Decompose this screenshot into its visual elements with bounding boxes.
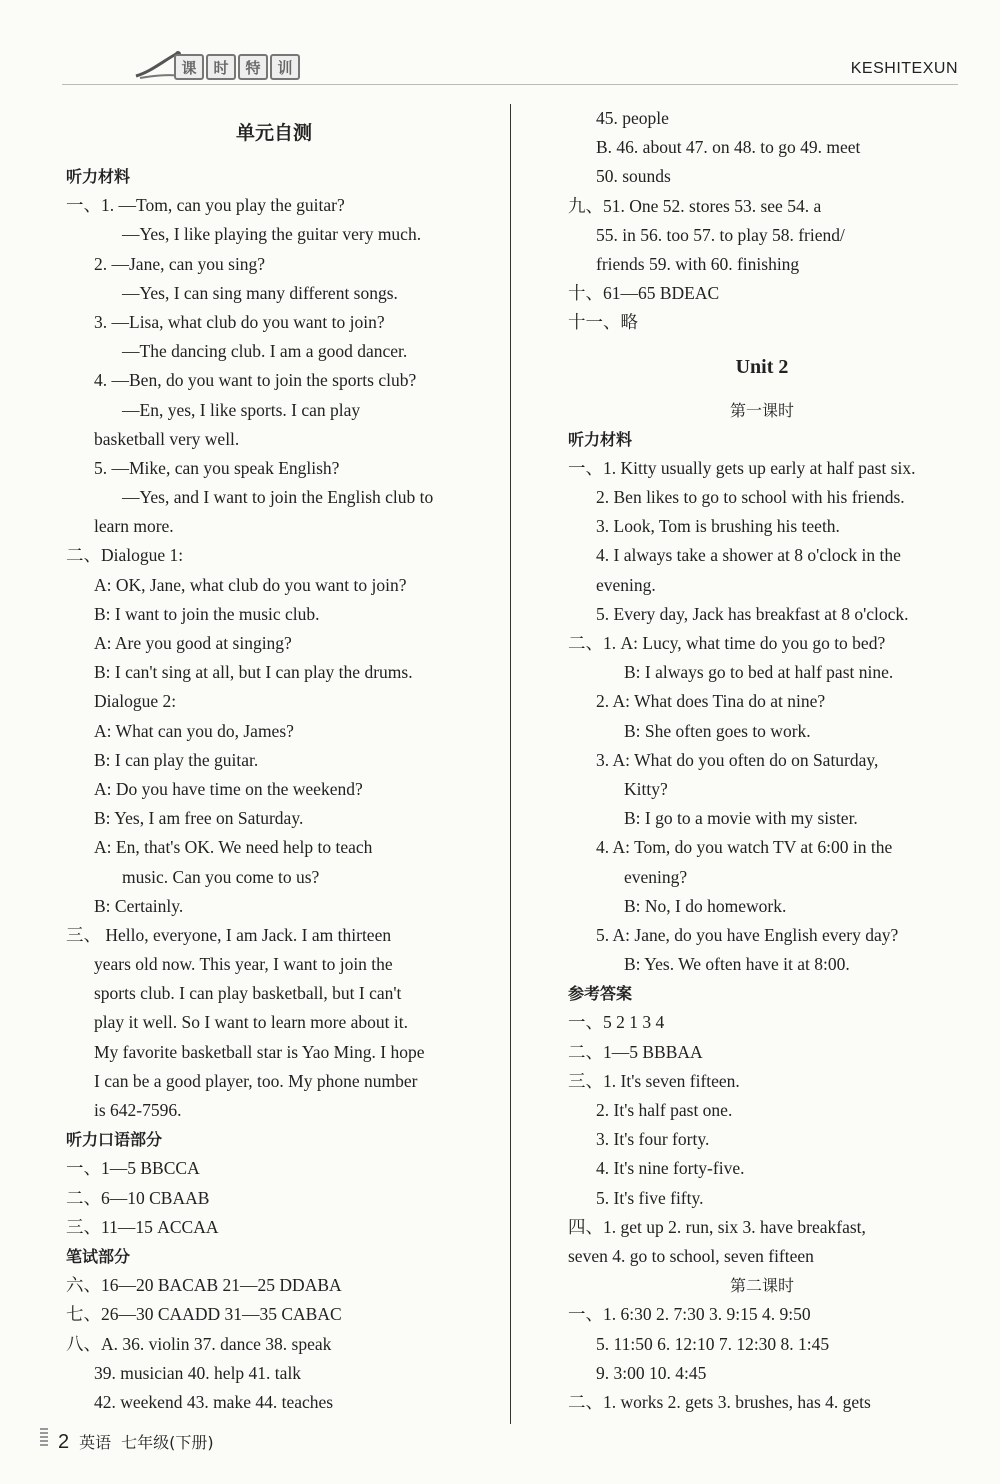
text-line: I can be a good player, too. My phone number: [94, 1070, 418, 1091]
text-line: 六、16—20 BACAB 21—25 DDABA: [66, 1275, 342, 1296]
text-line: Dialogue 2:: [94, 691, 177, 712]
column-divider: [510, 104, 511, 1424]
text-line: 3. A: What do you often do on Saturday,: [596, 749, 879, 770]
logo-char: 课: [174, 54, 204, 80]
text-line: 4. —Ben, do you want to join the sports club?: [94, 370, 417, 391]
lesson-title: 第一课时: [729, 400, 794, 420]
text-line: 二、6—10 CBAAB: [66, 1187, 210, 1208]
section-heading: 参考答案: [568, 984, 633, 1004]
text-line: —Yes, I can sing many different songs.: [122, 282, 398, 303]
section-heading: 听力材料: [568, 429, 633, 449]
section-heading: 听力口语部分: [66, 1130, 163, 1150]
text-line: —Yes, and I want to join the English club to: [122, 487, 434, 508]
series-logo: [62, 44, 293, 84]
text-line: —The dancing club. I am a good dancer.: [122, 341, 408, 362]
text-line: 八、A. 36. violin 37. dance 38. speak: [66, 1333, 332, 1354]
text-line: My favorite basketball star is Yao Ming. I hope: [94, 1041, 425, 1062]
text-line: 5. A: Jane, do you have English every day?: [596, 924, 899, 945]
text-line: B: Certainly.: [94, 895, 184, 916]
text-line: 三、11—15 ACCAA: [66, 1216, 219, 1237]
text-line: 九、51. One 52. stores 53. see 54. a: [568, 195, 822, 216]
page-number: 2: [58, 1431, 70, 1453]
logo-char: 训: [270, 54, 300, 80]
text-line: 9. 3:00 10. 4:45: [596, 1362, 707, 1383]
brand-name: KESHITEXUN: [850, 60, 958, 77]
text-line: seven 4. go to school, seven fifteen: [568, 1245, 814, 1266]
text-line: 2. It's half past one.: [596, 1100, 733, 1120]
logo-title: [174, 54, 300, 80]
text-line: 4. A: Tom, do you watch TV at 6:00 in the: [596, 837, 893, 858]
footer-mark: [40, 1428, 48, 1448]
text-line: 50. sounds: [596, 166, 671, 187]
text-line: 十、61—65 BDEAC: [568, 283, 720, 304]
text-line: A: Are you good at singing?: [94, 633, 292, 653]
text-line: 四、1. get up 2. run, six 3. have breakfast,: [568, 1216, 866, 1237]
text-line: 三、 Hello, everyone, I am Jack. I am thirteen: [66, 924, 392, 945]
text-line: 3. —Lisa, what club do you want to join?: [94, 311, 385, 332]
text-line: basketball very well.: [94, 428, 240, 449]
text-line: 三、1. It's seven fifteen.: [568, 1070, 740, 1091]
text-line: B: No, I do homework.: [624, 895, 787, 916]
text-line: evening?: [624, 866, 688, 887]
text-line: is 642-7596.: [94, 1100, 182, 1120]
text-line: 2. Ben likes to go to school with his friends.: [596, 487, 905, 508]
text-line: A: What can you do, James?: [94, 720, 294, 741]
text-line: 十一、略: [568, 312, 638, 333]
text-line: 七、26—30 CAADD 31—35 CABAC: [66, 1304, 342, 1325]
logo-char: 特: [238, 54, 268, 80]
text-line: 39. musician 40. help 41. talk: [94, 1362, 302, 1383]
section-title: 单元自测: [235, 122, 312, 144]
text-line: play it well. So I want to learn more about it.: [94, 1012, 408, 1033]
text-line: B: I can't sing at all, but I can play the drums.: [94, 662, 413, 683]
page-header: [0, 0, 1000, 100]
text-line: learn more.: [94, 516, 174, 537]
text-line: B: I want to join the music club.: [94, 603, 320, 624]
header-rule: [62, 84, 958, 85]
text-line: B: I go to a movie with my sister.: [624, 808, 858, 829]
text-line: years old now. This year, I want to join the: [94, 954, 393, 975]
section-title: Unit 2: [735, 355, 789, 378]
text-line: 3. It's four forty.: [596, 1129, 710, 1150]
text-line: 一、5 2 1 3 4: [568, 1012, 665, 1033]
text-line: B: I can play the guitar.: [94, 749, 259, 770]
text-line: friends 59. with 60. finishing: [596, 253, 800, 274]
text-line: 一、1—5 BBCCA: [66, 1158, 200, 1179]
section-heading: 听力材料: [66, 167, 131, 186]
text-line: 42. weekend 43. make 44. teaches: [94, 1391, 334, 1412]
text-line: evening.: [596, 574, 656, 595]
text-line: 5. It's five fifty.: [596, 1187, 704, 1208]
text-line: 二、1. A: Lucy, what time do you go to bed?: [568, 633, 886, 653]
text-line: 2. A: What does Tina do at nine?: [596, 691, 826, 712]
text-line: A: OK, Jane, what club do you want to join?: [94, 574, 407, 595]
logo-char: 时: [206, 54, 236, 80]
section-heading: 笔试部分: [66, 1246, 131, 1266]
text-line: 4. I always take a shower at 8 o'clock in the: [596, 545, 901, 566]
text-line: A: En, that's OK. We need help to teach: [94, 837, 373, 858]
text-line: Kitty?: [624, 778, 668, 799]
right-column: [568, 104, 956, 1417]
text-line: 一、1. Kitty usually gets up early at half past six.: [568, 457, 916, 478]
text-line: B: Yes. We often have it at 8:00.: [624, 954, 850, 975]
text-line: 3. Look, Tom is brushing his teeth.: [596, 516, 840, 537]
text-line: B. 46. about 47. on 48. to go 49. meet: [596, 137, 861, 158]
text-line: B: She often goes to work.: [624, 720, 811, 741]
text-line: 4. It's nine forty-five.: [596, 1158, 745, 1179]
lesson-title: 第二课时: [729, 1276, 794, 1296]
text-line: 5. Every day, Jack has breakfast at 8 o'clock.: [596, 603, 909, 624]
text-line: B: I always go to bed at half past nine.: [624, 662, 894, 683]
text-line: sports club. I can play basketball, but I can't: [94, 983, 402, 1004]
text-line: 45. people: [596, 108, 669, 128]
subject-label: 英语: [79, 1433, 112, 1452]
text-line: 一、1. —Tom, can you play the guitar?: [66, 195, 345, 216]
text-line: 二、1—5 BBBAA: [568, 1041, 703, 1062]
text-line: music. Can you come to us?: [122, 866, 320, 887]
page-footer: [40, 1428, 214, 1454]
text-line: 55. in 56. too 57. to play 58. friend/: [596, 224, 845, 245]
left-column: [66, 104, 482, 1417]
text-line: 5. —Mike, can you speak English?: [94, 457, 340, 478]
text-line: 一、1. 6:30 2. 7:30 3. 9:15 4. 9:50: [568, 1304, 811, 1325]
text-line: B: Yes, I am free on Saturday.: [94, 808, 304, 829]
text-line: 二、1. works 2. gets 3. brushes, has 4. gets: [568, 1391, 871, 1412]
text-line: —Yes, I like playing the guitar very much.: [122, 224, 422, 245]
text-line: —En, yes, I like sports. I can play: [122, 399, 361, 420]
grade-label: 七年级(下册): [121, 1433, 214, 1452]
text-line: 5. 11:50 6. 12:10 7. 12:30 8. 1:45: [596, 1333, 830, 1354]
text-line: 二、Dialogue 1:: [66, 545, 184, 566]
text-line: A: Do you have time on the weekend?: [94, 778, 363, 799]
text-line: 2. —Jane, can you sing?: [94, 253, 266, 274]
